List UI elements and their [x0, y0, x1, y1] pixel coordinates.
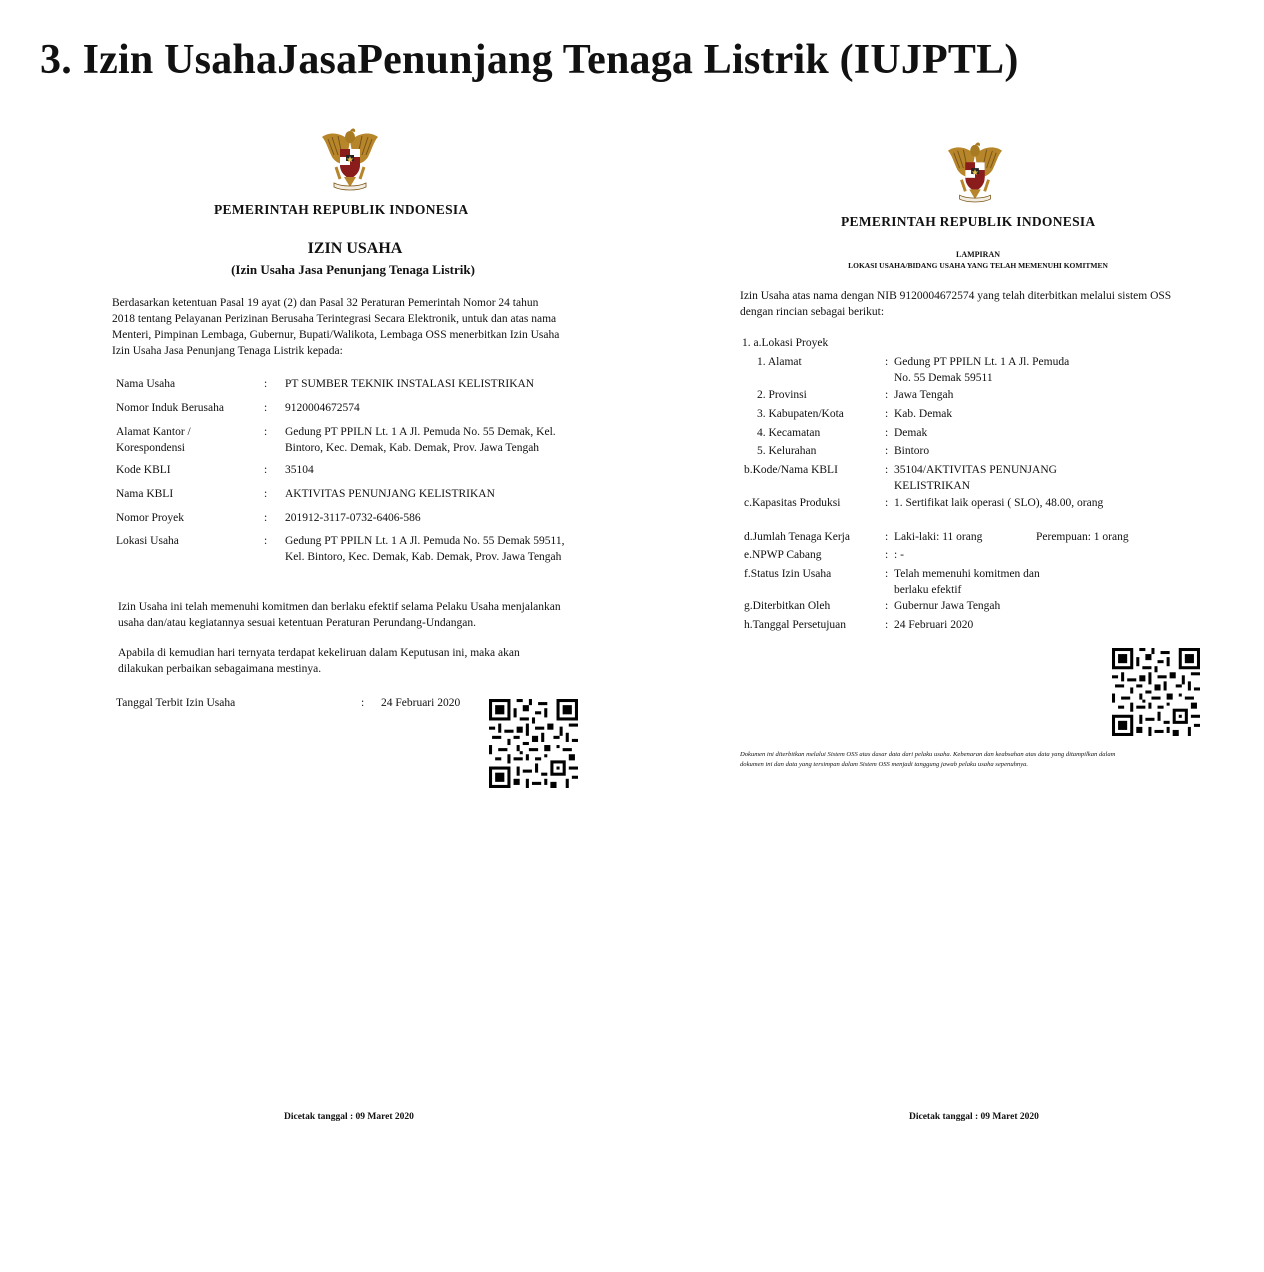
- row-value: [894, 566, 1040, 598]
- row-label: e.NPWP Cabang: [744, 549, 822, 561]
- intro-paragraph: [740, 288, 1220, 320]
- row-value-line: KELISTRIKAN: [894, 480, 971, 492]
- row-colon: :: [264, 402, 268, 414]
- row-alamat-kantor: [116, 424, 596, 458]
- row-colon: :: [885, 531, 889, 543]
- garuda-emblem-icon: [320, 126, 380, 192]
- section-title: 1. a.Lokasi Proyek: [742, 337, 829, 349]
- row-nib: [116, 400, 596, 418]
- issue-date-value: 24 Februari 2020: [381, 697, 461, 709]
- disclaimer-line: Dokumen ini diterbitkan melalui Sistem OSS atas dasar data dari pelaku usaha. Kebenaran dan keabsahan atas data yang ditampilkan dalam: [740, 751, 1116, 758]
- issue-date-label: Tanggal Terbit Izin Usaha: [116, 697, 236, 709]
- row-npwp: [744, 547, 1217, 565]
- row-label: 5. Kelurahan: [757, 445, 817, 457]
- row-kode-kbli: [116, 462, 596, 480]
- row-label: Nomor Induk Berusaha: [116, 402, 224, 414]
- row-colon: :: [885, 497, 889, 509]
- row-colon: :: [885, 600, 889, 612]
- row-value: : -: [894, 549, 904, 561]
- row-value: Gubernur Jawa Tengah: [894, 600, 1001, 612]
- row-label: Nomor Proyek: [116, 512, 185, 524]
- row-alamat: [757, 354, 1217, 388]
- row-colon: :: [264, 378, 268, 390]
- row-kecamatan: [757, 425, 1217, 443]
- issue-date-colon: :: [361, 697, 365, 709]
- left-document-page: [100, 110, 610, 1150]
- disclaimer: [740, 750, 1220, 769]
- intro-line: Izin Usaha atas nama dengan NIB 9120004672574 yang telah diterbitkan melalui sistem OSS: [740, 290, 1172, 302]
- row-label: Nama KBLI: [116, 488, 174, 500]
- doc-subtitle: (Izin Usaha Jasa Penunjang Tenaga Listrik): [231, 262, 475, 277]
- row-label: 1. Alamat: [757, 356, 802, 368]
- row-value-line: Telah memenuhi komitmen dan: [894, 568, 1040, 580]
- row-colon: :: [885, 568, 889, 580]
- row-nama-usaha: [116, 376, 596, 394]
- row-value-line: Gedung PT PPILN Lt. 1 A Jl. Pemuda No. 55 Demak, Kel.: [285, 426, 556, 438]
- row-colon: :: [264, 535, 268, 547]
- intro-line: Izin Usaha Jasa Penunjang Tenaga Listrik kepada:: [112, 345, 343, 357]
- row-value: 35104: [285, 464, 314, 476]
- row-nomor-proyek: [116, 510, 596, 528]
- qr-code-icon: [1112, 648, 1200, 736]
- gov-title: PEMERINTAH REPUBLIK INDONESIA: [214, 202, 469, 217]
- row-value: 1. Sertifikat laik operasi ( SLO), 48.00, orang: [894, 497, 1104, 509]
- intro-paragraph: [112, 295, 592, 359]
- row-value-line: berlaku efektif: [894, 584, 962, 596]
- row-colon: :: [885, 464, 889, 476]
- row-label: Nama Usaha: [116, 378, 176, 390]
- row-lokasi-usaha: [116, 533, 596, 567]
- row-provinsi: [757, 387, 1217, 405]
- row-status: [744, 566, 1217, 600]
- disclaimer-line: dokumen ini dan data yang tersimpan dalam Sistem OSS menjadi tanggung jawab pelaku usaha sepenuhnya.: [740, 760, 1029, 768]
- intro-line: 2018 tentang Pelayanan Perizinan Berusaha Terintegrasi Secara Elektronik, untuk dan atas nama: [112, 313, 557, 325]
- row-value: Kab. Demak: [894, 408, 953, 420]
- correction-paragraph: [118, 645, 598, 677]
- row-label: 2. Provinsi: [757, 389, 807, 401]
- row-label-line: Korespondensi: [116, 442, 185, 454]
- garuda-emblem-icon: [946, 140, 1004, 204]
- row-colon: :: [264, 512, 268, 524]
- validity-paragraph: [118, 599, 598, 631]
- page-heading: 3. Izin UsahaJasaPenunjang Tenaga Listrik (IUJPTL): [40, 37, 1019, 83]
- paragraph-line: usaha dan/atau kegiatannya sesuai ketentuan Peraturan Perundang-Undangan.: [118, 617, 476, 629]
- row-value: [285, 424, 556, 456]
- row-label: h.Tanggal Persetujuan: [744, 619, 847, 631]
- row-value: 9120004672574: [285, 402, 360, 414]
- row-value: 201912-3117-0732-6406-586: [285, 512, 421, 524]
- row-kabupaten: [757, 406, 1217, 424]
- row-value-line: Gedung PT PPILN Lt. 1 A Jl. Pemuda: [894, 356, 1070, 368]
- row-value: Jawa Tengah: [894, 389, 954, 401]
- row-colon: :: [885, 356, 889, 368]
- row-colon: :: [885, 427, 889, 439]
- row-value-line: 35104/AKTIVITAS PENUNJANG: [894, 464, 1057, 476]
- row-kelurahan: [757, 443, 1217, 461]
- printed-date: Dicetak tanggal : 09 Maret 2020: [284, 1112, 414, 1122]
- row-value: AKTIVITAS PENUNJANG KELISTRIKAN: [285, 488, 495, 500]
- row-tenaga-kerja: [744, 529, 1217, 547]
- intro-line: Berdasarkan ketentuan Pasal 19 ayat (2) dan Pasal 32 Peraturan Pemerintah Nomor 24 tahun: [112, 297, 539, 309]
- row-colon: :: [885, 619, 889, 631]
- row-value-line: Gedung PT PPILN Lt. 1 A Jl. Pemuda No. 55 Demak 59511,: [285, 535, 565, 547]
- row-tanggal-persetujuan: [744, 617, 1217, 635]
- row-label: f.Status Izin Usaha: [744, 568, 832, 580]
- row-label: d.Jumlah Tenaga Kerja: [744, 531, 850, 543]
- qr-code-icon: [489, 699, 578, 788]
- row-value: PT SUMBER TEKNIK INSTALASI KELISTRIKAN: [285, 378, 535, 390]
- gov-title: PEMERINTAH REPUBLIK INDONESIA: [841, 214, 1096, 229]
- row-value: [285, 533, 565, 565]
- row-diterbitkan: [744, 598, 1217, 616]
- row-nama-kbli: [116, 486, 596, 504]
- lampiran-title: LAMPIRAN: [956, 250, 1000, 259]
- row-label: b.Kode/Nama KBLI: [744, 464, 838, 476]
- lampiran-subtitle: LOKASI USAHA/BIDANG USAHA YANG TELAH MEMENUHI KOMITMEN: [848, 261, 1108, 270]
- row-label: Kode KBLI: [116, 464, 171, 476]
- row-value-line: Bintoro, Kec. Demak, Kab. Demak, Prov. Jawa Tengah: [285, 442, 540, 454]
- doc-title: IZIN USAHA: [307, 240, 403, 257]
- printed-date: Dicetak tanggal : 09 Maret 2020: [909, 1112, 1039, 1122]
- row-colon: :: [885, 389, 889, 401]
- row-kode-kbli: [744, 462, 1217, 496]
- row-value-line: Kel. Bintoro, Kec. Demak, Kab. Demak, Prov. Jawa Tengah: [285, 551, 562, 563]
- row-colon: :: [885, 408, 889, 420]
- row-colon: :: [885, 445, 889, 457]
- row-label: [116, 424, 191, 456]
- row-kapasitas: [744, 495, 1217, 513]
- paragraph-line: Apabila di kemudian hari ternyata terdapat kekeliruan dalam Keputusan ini, maka akan: [118, 647, 520, 659]
- row-colon: :: [264, 464, 268, 476]
- right-document-page: [730, 110, 1230, 1150]
- row-label-line: Alamat Kantor /: [116, 426, 191, 438]
- row-value: 24 Februari 2020: [894, 619, 974, 631]
- row-value: [894, 462, 1057, 494]
- row-value-line: No. 55 Demak 59511: [894, 372, 993, 384]
- paragraph-line: dilakukan perbaikan sebagaimana mestinya.: [118, 663, 322, 675]
- row-colon: :: [264, 426, 268, 438]
- row-label: g.Diterbitkan Oleh: [744, 600, 831, 612]
- issue-date-row: [116, 695, 476, 713]
- row-label: 3. Kabupaten/Kota: [757, 408, 844, 420]
- row-value: Bintoro: [894, 445, 930, 457]
- row-value-perempuan: Perempuan: 1 orang: [1036, 531, 1129, 543]
- intro-line: dengan rincian sebagai berikut:: [740, 306, 885, 318]
- row-colon: :: [264, 488, 268, 500]
- row-colon: :: [885, 549, 889, 561]
- row-label: c.Kapasitas Produksi: [744, 497, 841, 509]
- intro-line: Menteri, Pimpinan Lembaga, Gubernur, Bupati/Walikota, Lembaga OSS menerbitkan Izin Usaha: [112, 329, 560, 341]
- row-value: Laki-laki: 11 orang: [894, 531, 983, 543]
- paragraph-line: Izin Usaha ini telah memenuhi komitmen dan berlaku efektif selama Pelaku Usaha menjalankan: [118, 601, 561, 613]
- row-value: [894, 354, 1069, 386]
- row-label: 4. Kecamatan: [757, 427, 821, 439]
- row-value: Demak: [894, 427, 928, 439]
- row-label: Lokasi Usaha: [116, 535, 179, 547]
